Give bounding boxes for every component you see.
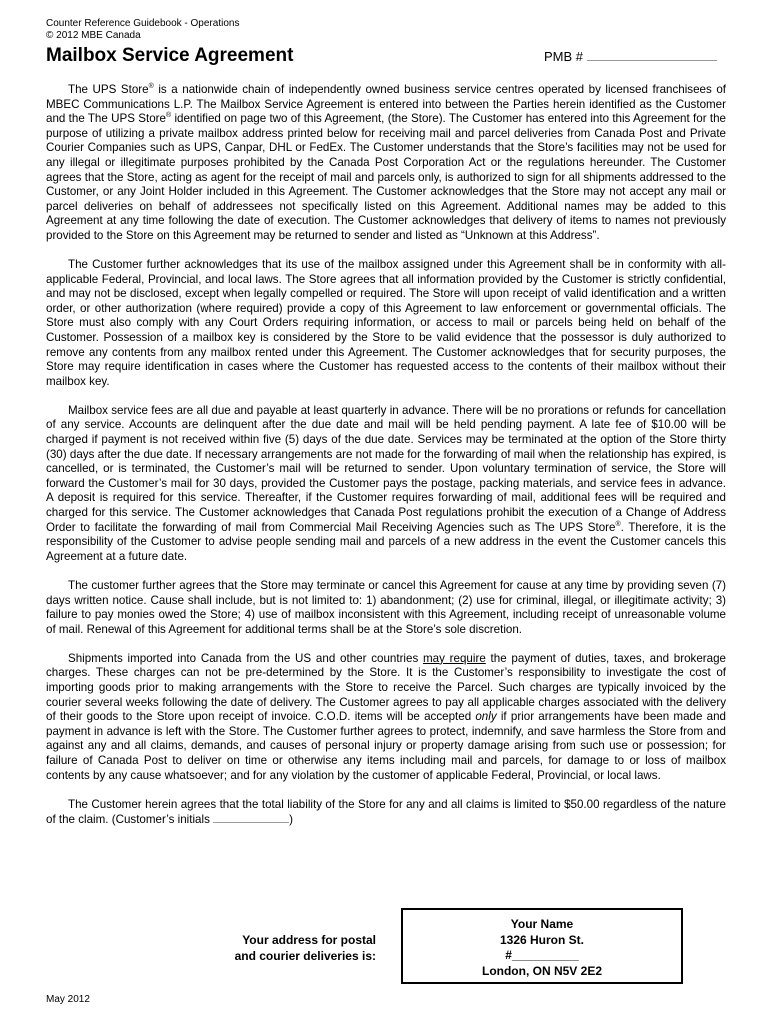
address-unit: #__________ (505, 948, 579, 962)
paragraph-fees (46, 404, 726, 565)
paragraph-shipments (46, 652, 726, 783)
postal-label-line1: Your address for postal (242, 933, 376, 947)
registered-mark: ® (148, 83, 154, 91)
footer-date: May 2012 (46, 994, 90, 1005)
postal-label-line2: and courier deliveries is: (234, 949, 376, 963)
address-street: 1326 Huron St. (499, 932, 585, 947)
copyright-notice: © 2012 MBE Canada (46, 30, 141, 41)
postal-address-label (180, 932, 376, 964)
address-name: Your Name (510, 917, 574, 931)
p5-text-b: the payment of duties, taxes, and brokerage charges. These charges can not be pre-determined by the Store. It is the Customer’s responsibility to investigate the cost of importing goods prior to making arrangements with the Store to receive the Parcel. Such charges are typically invoiced by the courier several weeks following the date of delivery. The Customer agrees to pay all applicable charges associated with the delivery of their goods to the Store upon receipt of invoice. C.O.D. items will be accepted (46, 651, 726, 724)
initials-blank-line[interactable] (213, 812, 289, 823)
pmb-label: PMB # (544, 49, 584, 64)
p5-underlined-text: may require (423, 651, 486, 665)
pmb-blank-line[interactable] (587, 50, 717, 61)
pmb-field (544, 49, 717, 65)
paragraph-termination: The customer further agrees that the Store may terminate or cancel this Agreement for cause at any time by providing seven (7) days written notice. Cause shall include, but is not limited to: 1) abandonment; (2) use for criminal, illegal, or illegitimate activity; 3) failure to pay monies owed the Store; 4) use of mailbox inconsistent with this Agreement, including receipt of unreasonable volume of mail. Renewal of this Agreement for additional terms shall be at the Store’s sole discretion. (46, 578, 726, 636)
p5-text-c: if prior arrangements have been made and payment in advance is left with the Store. The Customer further agrees to protect, indemnify, and save harmless the Store from and against any and all claims, demands, and causes of personal injury or property damage arising from such use or possession; for failure of Canada Post to deliver on time or otherwise any items including mail and parcels, for damage to or loss of mailbox contents by any cause whatsoever; and for any violation by the customer of applicable Federal, Provincial, or local laws. (46, 710, 726, 782)
p1-text-a: The UPS Store (68, 83, 149, 96)
p3-text-a: Mailbox service fees are all due and payable at least quarterly in advance. There will be no prorations or refunds for cancellation of any service. Accounts are delinquent after the due date and mail will be held pending payment. A late fee of $10.00 will be charged if payment is not received within five (5) days of the due date. Services may be terminated at the option of the Store thirty (30) days after the due date. If necessary arrangements are not made for the forwarding of mail when the relationship has expired, is cancelled, or is terminated, the Customer’s mail will be returned to sender. Upon voluntary termination of service, the Store will forward the Customer’s mail for 30 days, provided the Customer pays the postage, packing materials, and service fees in advance. A deposit is required for this service. Thereafter, if the Customer requires forwarding of mail, additional fees will be required and charged for this service. The Customer acknowledges that Canada Post regulations prohibit the execution of a Change of Address Order to facilitate the forwarding of mail from Commercial Mail Receiving Agencies such as The UPS Store (46, 403, 726, 534)
registered-mark: ® (615, 520, 621, 528)
page-title: Mailbox Service Agreement (46, 45, 294, 66)
p6-text-b: ) (289, 813, 293, 827)
guidebook-reference: Counter Reference Guidebook - Operations (46, 18, 240, 29)
paragraph-conformity: The Customer further acknowledges that its use of the mailbox assigned under this Agreement shall be in conformity with all-applicable Federal, Provincial, and local laws. The Store agrees that all information provided by the Customer is strictly confidential, and may not be disclosed, except when legally compelled or required. The Store will upon receipt of valid identification and a written order, or other authorization (where required) provide a copy of this Agreement to law enforcement or governmental officials. The Store must also comply with any Court Orders requiring information, or access to mail or parcels being held on behalf of the Customer. Possession of a mailbox key is considered by the Store to be valid evidence that the possessor is duly authorized to remove any contents from any mailbox rented under this Agreement. The Customer acknowledges that for security purposes, the Store may require identification in cases where the Customer has requested access to the contents of their mailbox without their mailbox key. (46, 258, 726, 388)
address-box (401, 908, 683, 984)
p1-text-c: identified on page two of this Agreement, (the Store). The Customer has entered into this Agreement for the purpose of utilizing a private mailbox address printed below for receiving mail and parcel deliveries from Canada Post and Private Courier Companies such as UPS, Canpar, DHL or FedEx. The Customer understands that the Store’s facilities may not be used for any illegal or illegitimate purposes prohibited by the Canada Post Corporation Act or the regulations hereunder. The Customer agrees that the Store, acting as agent for the receipt of mail and parcels only, is authorized to sign for all shipments addressed to the Customer, or any Joint Holder included in this Agreement. The Customer acknowledges that the Store may not accept any mail or parcel deliveries on behalf of addressees not specifically listed on this Agreement. Additional names may be added to this Agreement at any time following the date of execution. The Customer acknowledges that delivery of items to names not previously provided to the Store on this Agreement may be returned to sender and listed as “Unknown at this Address”. (46, 112, 726, 242)
paragraph-intro (46, 83, 726, 244)
agreement-body (46, 83, 726, 842)
p1-text-b: is a nationwide chain of independently owned business service centres operated by licensed franchisees of MBEC Communications L.P. The Mailbox Service Agreement is entered into between the Parties herein identified as the Customer and the The UPS Store (46, 83, 726, 126)
p3-text-b: . Therefore, it is the responsibility of the Customer to advise people sending mail and parcels of a new address in the event the Customer cancels this Agreement at a future date. (46, 520, 726, 563)
p5-text-a: Shipments imported into Canada from the US and other countries (68, 651, 424, 665)
address-city: London, ON N5V 2E2 (481, 963, 602, 978)
registered-mark: ® (165, 112, 172, 120)
p6-text-a: The Customer herein agrees that the total liability of the Store for any and all claims is limited to $50.00 regardless of the nature of the claim. (Customer’s initials (46, 797, 726, 827)
paragraph-liability (46, 798, 726, 828)
p5-italic-text: only (475, 710, 497, 724)
